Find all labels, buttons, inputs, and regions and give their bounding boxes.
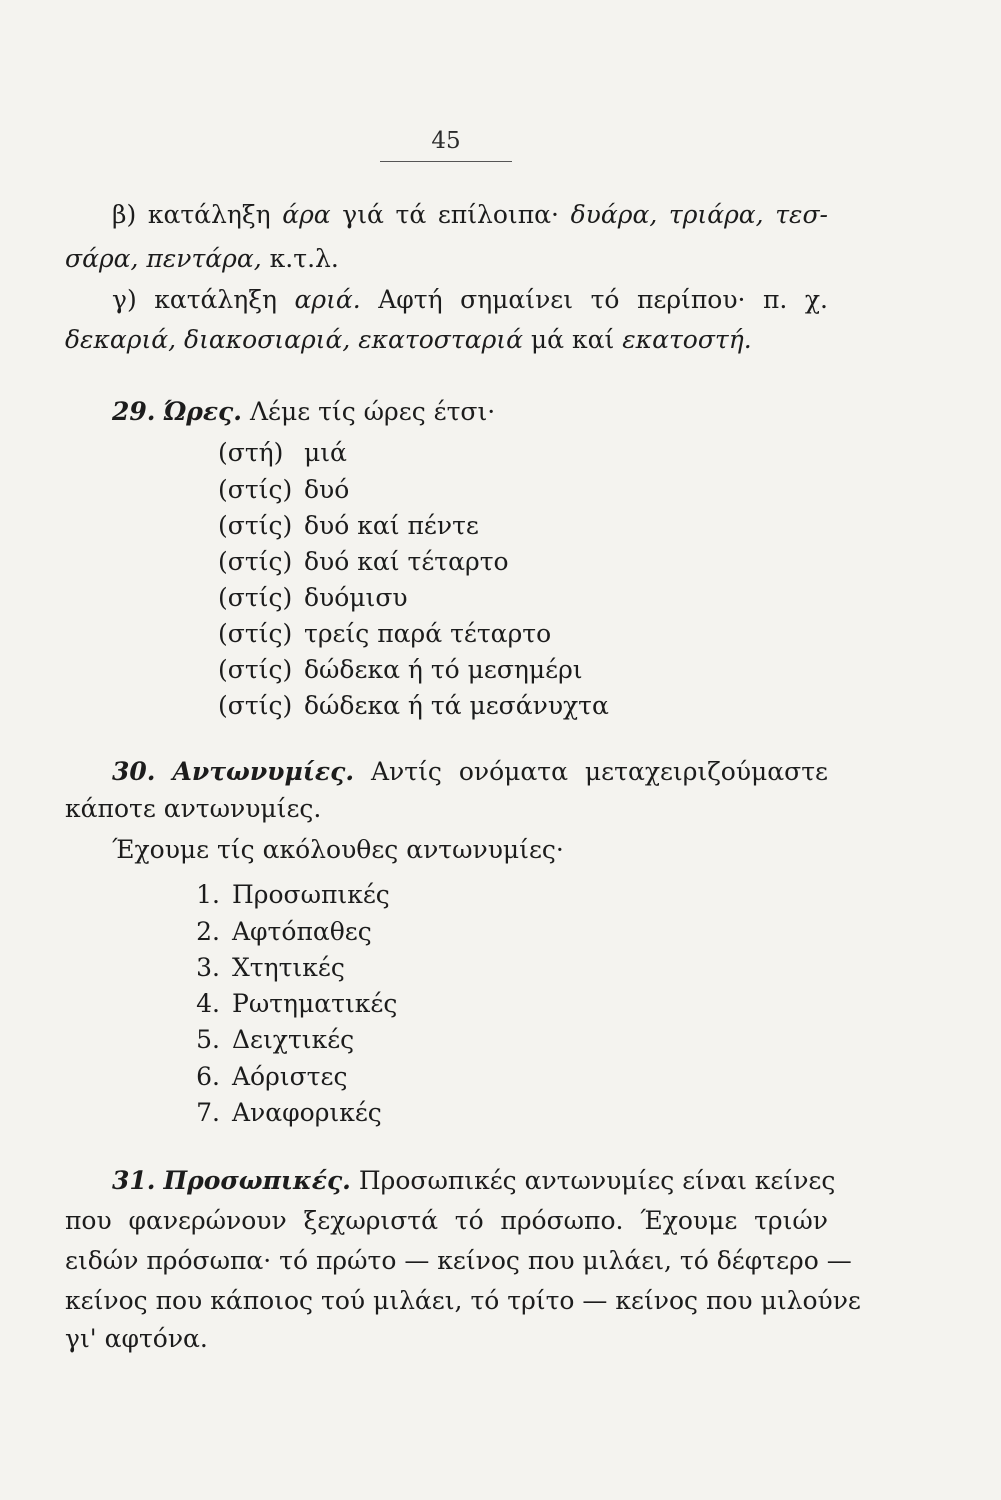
list-item-number: 2.	[196, 917, 220, 946]
section-b-prefix: β) κατάληξη	[112, 200, 271, 229]
list-item-text: Αναφορικές	[232, 1098, 382, 1127]
list-item-number: 7.	[196, 1098, 220, 1127]
hour-row	[218, 475, 349, 505]
pronoun-list-item	[172, 1062, 347, 1092]
hour-row	[218, 438, 347, 468]
section-31-line-2: που φανερώνουν ξεχωριστά τό πρόσωπο. Έχουμε τριών	[65, 1206, 828, 1235]
section-g-line-1	[112, 285, 828, 315]
hour-row	[218, 511, 479, 541]
list-item-number: 3.	[196, 953, 220, 982]
section-31-line-1: Προσωπικές αντωνυμίες είναι κείνες	[358, 1166, 836, 1195]
list-item-number: 1.	[196, 880, 220, 909]
hour-text: δυό καί πέντε	[304, 511, 479, 540]
section-g-rest: Αφτή σημαίνει τό περίπου· π. χ.	[378, 285, 828, 314]
hour-row	[218, 547, 509, 577]
section-30-line-1: Αντίς ονόματα μεταχειριζούμαστε	[371, 757, 829, 786]
section-30-title: Αντωνυμίες.	[172, 757, 355, 786]
hour-label: (στίς)	[218, 655, 293, 684]
pronoun-list-item	[172, 917, 372, 947]
section-31-number: 31.	[112, 1166, 156, 1195]
list-item-text: Αφτόπαθες	[232, 917, 372, 946]
list-item-text: Δειχτικές	[232, 1025, 355, 1054]
section-29-intro: Λέμε τίς ώρες έτσι·	[249, 397, 496, 426]
section-30-line-2: κάποτε αντωνυμίες.	[65, 794, 322, 823]
hour-text: δώδεκα ή τό μεσημέρι	[304, 655, 583, 684]
section-29-number: 29.	[112, 397, 156, 426]
section-30-heading	[112, 757, 828, 787]
section-31-line-3: ειδών πρόσωπα· τό πρώτο — κείνος που μιλάει, τό δέφτερο —	[65, 1246, 852, 1275]
list-item-text: Ρωτηματικές	[232, 989, 398, 1018]
section-b-examples-2: σάρα, πεντάρα,	[65, 244, 262, 273]
section-g-line-2	[65, 325, 752, 355]
hour-text: δυό	[304, 475, 350, 504]
hour-row	[218, 619, 551, 649]
section-31-line-4: κείνος που κάποιος τού μιλάει, τό τρίτο — κείνος που μιλούνε	[65, 1286, 861, 1315]
list-item-text: Προσωπικές	[232, 880, 390, 909]
section-30-line-3: Έχουμε τίς ακόλουθες αντωνυμίες·	[112, 835, 564, 864]
hour-text: δώδεκα ή τά μεσάνυχτα	[304, 691, 609, 720]
section-b-suffix: άρα	[282, 200, 331, 229]
list-item-number: 4.	[196, 989, 220, 1018]
hour-label: (στίς)	[218, 691, 293, 720]
section-g-suffix: αριά.	[294, 285, 361, 314]
pronoun-list-item	[172, 880, 390, 910]
hour-label: (στή)	[218, 438, 284, 467]
section-b-line-1	[112, 200, 828, 230]
section-b-mid: γιά τά επίλοιπα·	[342, 200, 559, 229]
hour-label: (στίς)	[218, 547, 293, 576]
section-b-etc: κ.τ.λ.	[269, 244, 339, 273]
section-g-examples: δεκαριά, διακοσιαριά, εκατοσταριά	[65, 325, 523, 354]
section-b-examples-1: δυάρα, τριάρα, τεσ-	[570, 200, 828, 229]
section-31-title: Προσωπικές.	[163, 1166, 351, 1195]
section-b-line-2	[65, 244, 339, 274]
page-number-rule	[380, 161, 512, 162]
hour-row	[218, 583, 408, 613]
page-number: 45	[431, 128, 461, 154]
section-31-heading	[112, 1166, 836, 1196]
hour-text: μιά	[304, 438, 347, 467]
hour-text: δυόμισυ	[304, 583, 408, 612]
list-item-number: 5.	[196, 1025, 220, 1054]
section-g-last: εκατοστή.	[622, 325, 752, 354]
list-item-text: Χτητικές	[232, 953, 345, 982]
hour-label: (στίς)	[218, 475, 293, 504]
section-31-line-5: γι' αφτόνα.	[65, 1324, 208, 1353]
list-item-text: Αόριστες	[232, 1062, 348, 1091]
hour-text: δυό καί τέταρτο	[304, 547, 509, 576]
hour-label: (στίς)	[218, 511, 293, 540]
pronoun-list-item	[172, 1098, 382, 1128]
pronoun-list-item	[172, 953, 345, 983]
hour-label: (στίς)	[218, 583, 293, 612]
hour-row	[218, 691, 609, 721]
section-29-heading	[112, 397, 495, 427]
pronoun-list-item	[172, 989, 397, 1019]
section-29-title: Ώρες.	[163, 397, 242, 426]
section-g-mid: μά καί	[530, 325, 615, 354]
list-item-number: 6.	[196, 1062, 220, 1091]
hour-text: τρείς παρά τέταρτο	[304, 619, 552, 648]
pronoun-list-item	[172, 1025, 354, 1055]
section-30-number: 30.	[112, 757, 156, 786]
hour-row	[218, 655, 583, 685]
hour-label: (στίς)	[218, 619, 293, 648]
section-g-prefix: γ) κατάληξη	[112, 285, 277, 314]
